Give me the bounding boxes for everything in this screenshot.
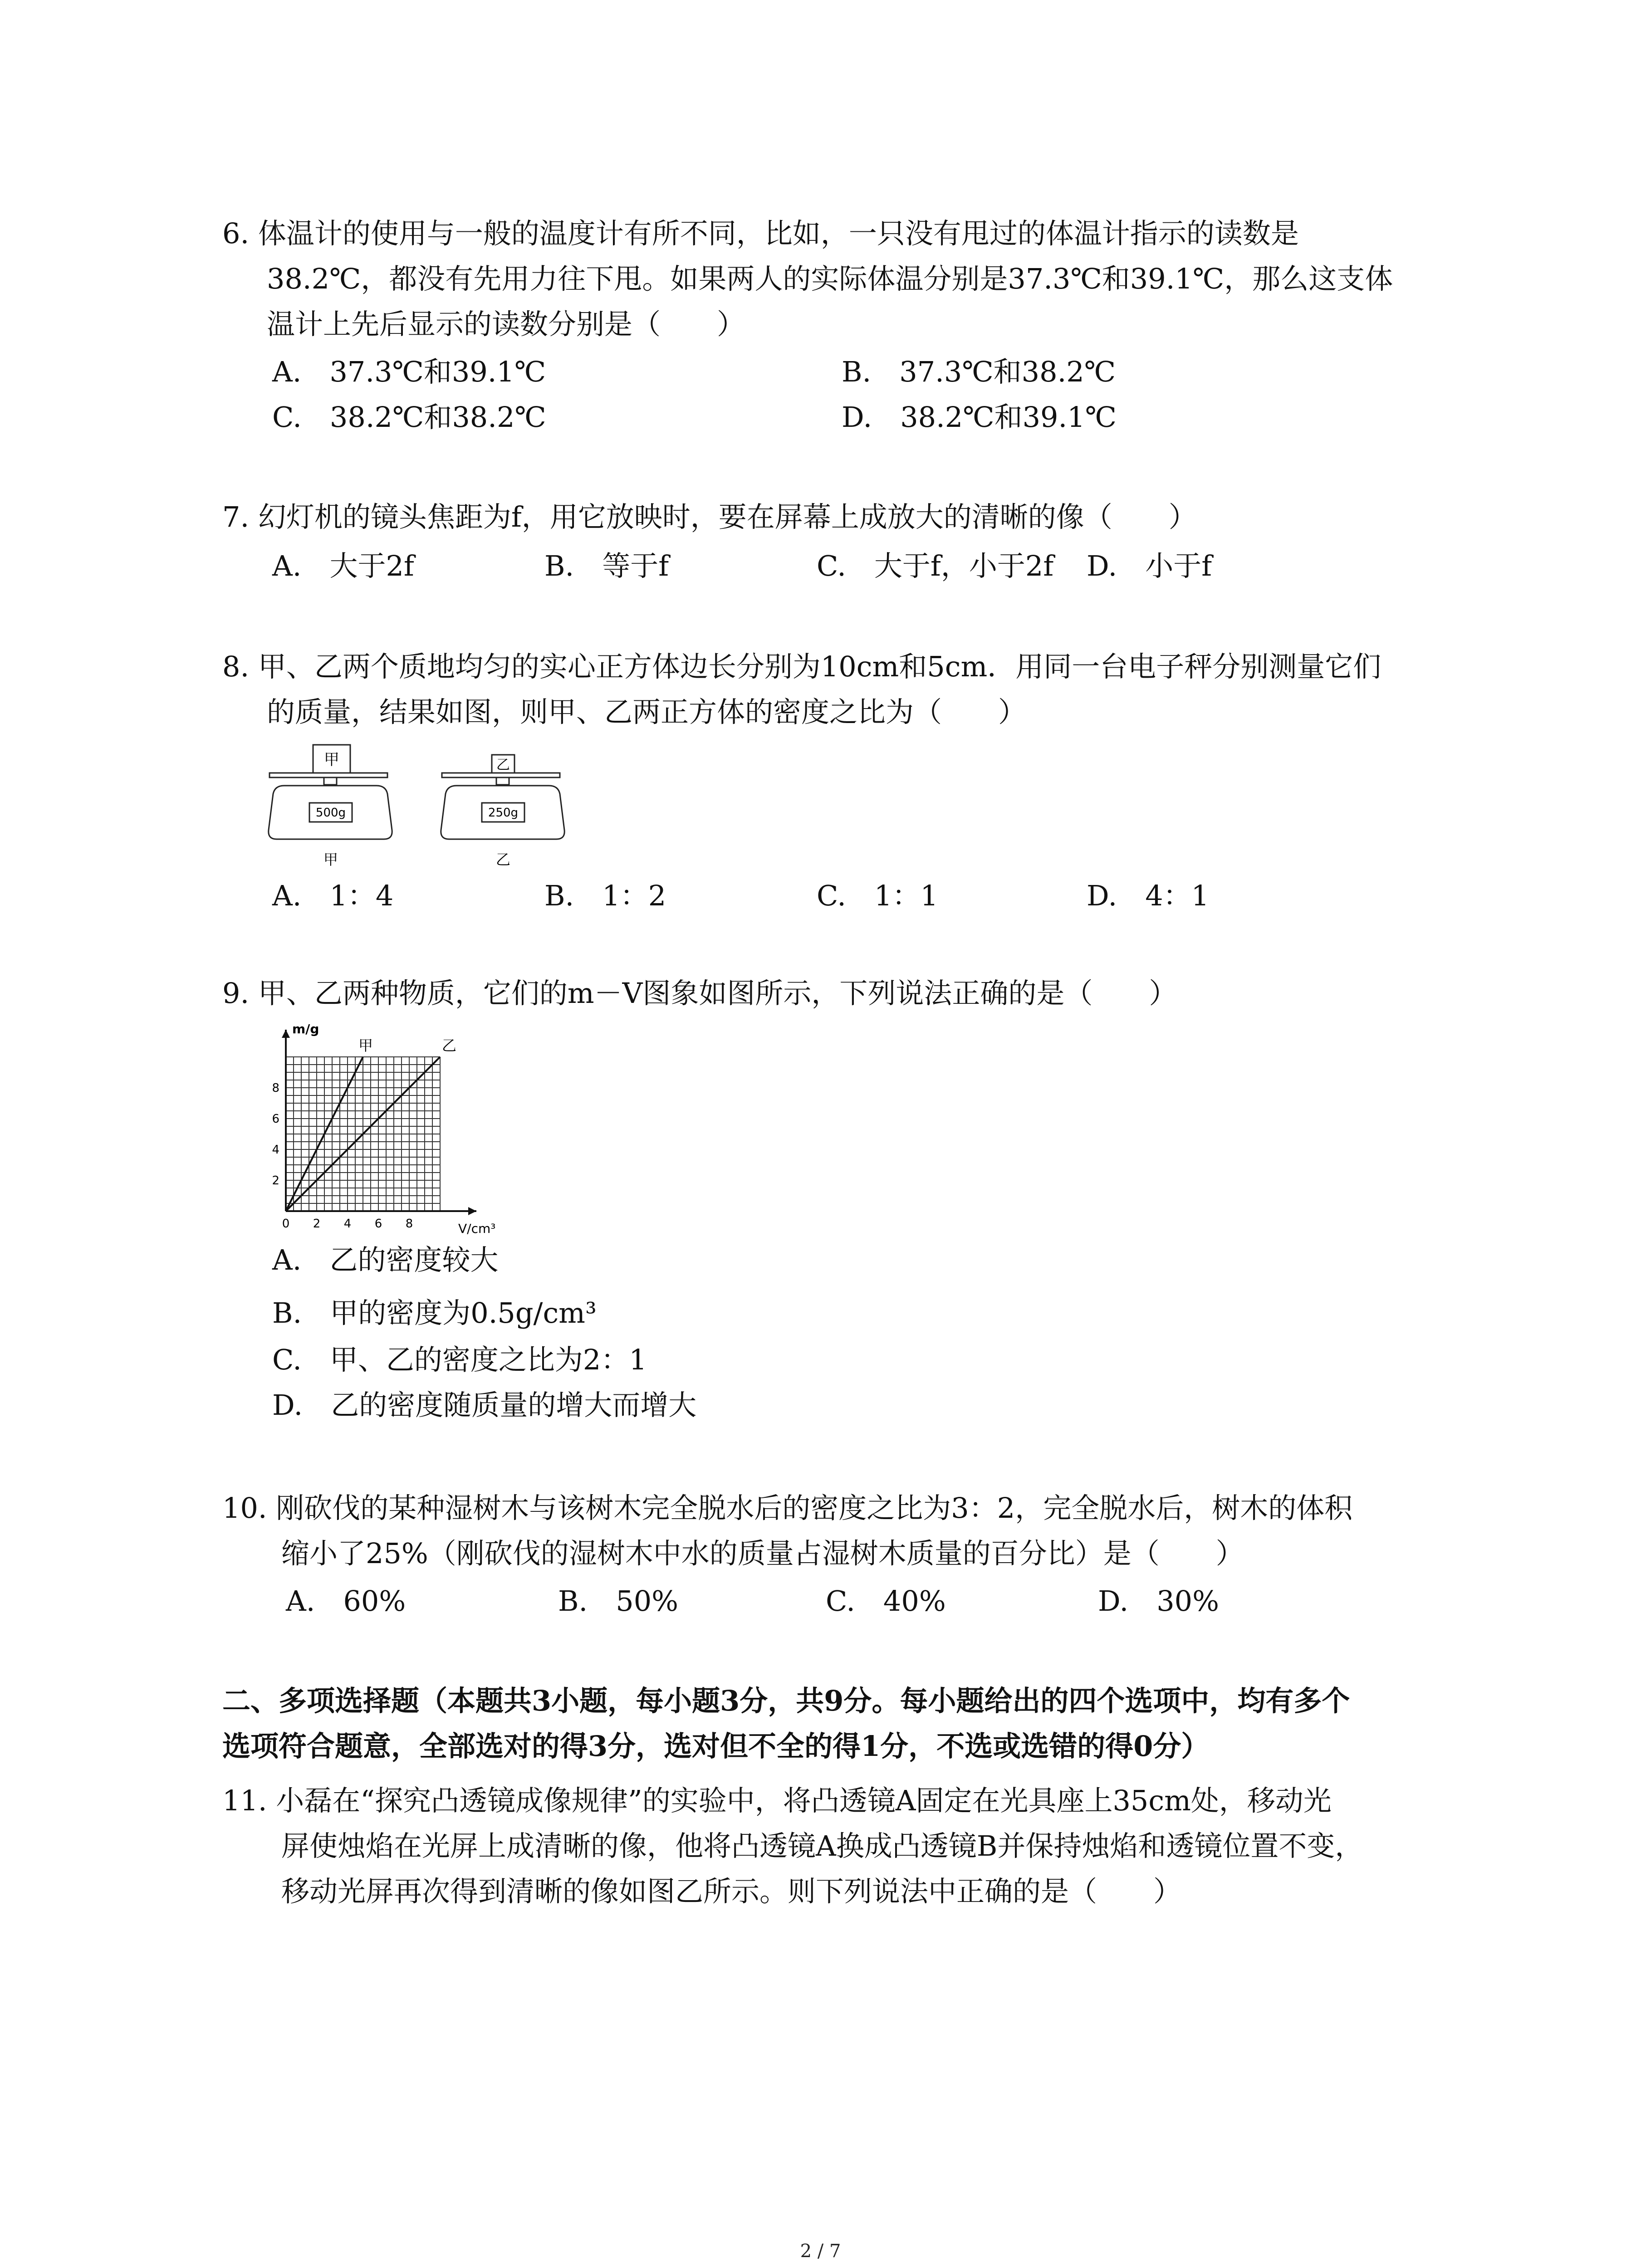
q9-stem: 9. 甲、乙两种物质，它们的m－V图象如图所示，下列说法正确的是（ ） bbox=[222, 977, 1177, 1010]
x-axis-arrow bbox=[468, 1207, 476, 1215]
q7-option-a: A. 大于2f bbox=[272, 549, 414, 582]
q9-option-d: D. 乙的密度随质量的增大而增大 bbox=[272, 1388, 697, 1422]
scale-yi bbox=[441, 755, 564, 868]
scale-jia-caption: 甲 bbox=[323, 851, 338, 868]
q6-stem-line-3: 温计上先后显示的读数分别是（ ） bbox=[267, 308, 745, 341]
scale-yi-reading: 250g bbox=[488, 806, 519, 820]
y-tick-label: 6 bbox=[272, 1112, 279, 1126]
q8-stem-line-1: 8. 甲、乙两个质地均匀的实心正方体边长分别为10cm和5cm．用同一台电子秤分别测量它们 bbox=[222, 650, 1381, 683]
y-tick-label: 2 bbox=[272, 1174, 279, 1188]
section2-heading-line-2: 选项符合题意，全部选对的得3分，选对但不全的得1分，不选或选错的得0分） bbox=[222, 1730, 1210, 1763]
cube-jia-label: 甲 bbox=[324, 751, 339, 769]
q8-option-b: B. 1：2 bbox=[544, 879, 666, 912]
q11-stem-line-3: 移动光屏再次得到清晰的像如图乙所示。则下列说法中正确的是（ ） bbox=[281, 1875, 1182, 1908]
q10-option-d: D. 30% bbox=[1098, 1584, 1220, 1618]
q7-option-b: B. 等于f bbox=[544, 549, 669, 582]
q7-option-c: C. 大于f，小于2f bbox=[817, 549, 1054, 582]
scale-jia-reading: 500g bbox=[315, 806, 346, 820]
q11-stem-line-2: 屏使烛焰在光屏上成清晰的像，他将凸透镜A换成凸透镜B并保持烛焰和透镜位置不变， bbox=[281, 1829, 1363, 1862]
chart-series bbox=[286, 1037, 456, 1211]
chart-x-axis-label: V/cm³ bbox=[458, 1221, 496, 1236]
q8-option-c: C. 1：1 bbox=[817, 879, 938, 912]
q9-option-a: A. 乙的密度较大 bbox=[272, 1243, 499, 1276]
scale-yi-stem bbox=[496, 777, 509, 785]
q6-option-a: A. 37.3℃和39.1℃ bbox=[272, 355, 546, 388]
q6-stem-line-1: 6. 体温计的使用与一般的温度计有所不同，比如，一只没有甩过的体温计指示的读数是 bbox=[222, 217, 1299, 250]
q6-option-b: B. 37.3℃和38.2℃ bbox=[842, 355, 1116, 388]
scale-yi-caption: 乙 bbox=[495, 851, 511, 868]
q8-option-a: A. 1：4 bbox=[272, 879, 394, 912]
q10-option-a: A. 60% bbox=[286, 1584, 406, 1618]
q10-stem-line-1: 10. 刚砍伐的某种湿树木与该树木完全脱水后的密度之比为3：2，完全脱水后，树木的体积 bbox=[222, 1491, 1353, 1525]
q6-option-d: D. 38.2℃和39.1℃ bbox=[842, 401, 1117, 434]
x-tick-label: 0 bbox=[282, 1217, 290, 1231]
q10-option-c: C. 40% bbox=[826, 1584, 946, 1618]
q6-stem-line-2: 38.2℃，都没有先用力往下甩。如果两人的实际体温分别是37.3℃和39.1℃，那么这支体 bbox=[267, 262, 1393, 295]
q9-option-b: B. 甲的密度为0.5g/cm³ bbox=[272, 1296, 597, 1330]
x-tick-label: 6 bbox=[374, 1217, 382, 1231]
mv-chart bbox=[259, 1016, 513, 1243]
q8-stem-line-2: 的质量，结果如图，则甲、乙两正方体的密度之比为（ ） bbox=[267, 695, 1027, 728]
q8-option-d: D. 4：1 bbox=[1087, 879, 1210, 912]
x-tick-label: 8 bbox=[405, 1217, 413, 1231]
q11-stem-line-1: 11. 小磊在“探究凸透镜成像规律”的实验中，将凸透镜A固定在光具座上35cm处，移动光 bbox=[222, 1784, 1332, 1817]
chart-axes bbox=[282, 1030, 476, 1215]
scale-jia-stem bbox=[324, 777, 337, 785]
q10-option-b: B. 50% bbox=[558, 1584, 679, 1618]
y-tick-label: 4 bbox=[272, 1143, 279, 1157]
y-tick-label: 8 bbox=[272, 1081, 279, 1095]
q7-option-d: D. 小于f bbox=[1087, 549, 1212, 582]
q6-option-c: C. 38.2℃和38.2℃ bbox=[272, 401, 546, 434]
scale-jia bbox=[269, 745, 392, 868]
q9-option-c: C. 甲、乙的密度之比为2：1 bbox=[272, 1343, 647, 1376]
y-axis-arrow bbox=[282, 1030, 290, 1038]
series-label-2: 乙 bbox=[442, 1037, 457, 1054]
scales-figure bbox=[268, 735, 612, 871]
x-tick-label: 2 bbox=[313, 1217, 321, 1231]
chart-y-axis-label: m/g bbox=[292, 1022, 319, 1036]
q7-stem: 7. 幻灯机的镜头焦距为f，用它放映时，要在屏幕上成放大的清晰的像（ ） bbox=[222, 500, 1197, 533]
section2-heading-line-1: 二、多项选择题（本题共3小题，每小题3分，共9分。每小题给出的四个选项中，均有多个 bbox=[222, 1684, 1350, 1717]
q10-stem-line-2: 缩小了25%（刚砍伐的湿树木中水的质量占湿树木质量的百分比）是（ ） bbox=[281, 1537, 1244, 1570]
x-tick-label: 4 bbox=[343, 1217, 352, 1231]
series-label-1: 甲 bbox=[358, 1037, 373, 1054]
page-number: 2 / 7 bbox=[800, 2241, 841, 2262]
cube-yi-label: 乙 bbox=[496, 757, 510, 773]
